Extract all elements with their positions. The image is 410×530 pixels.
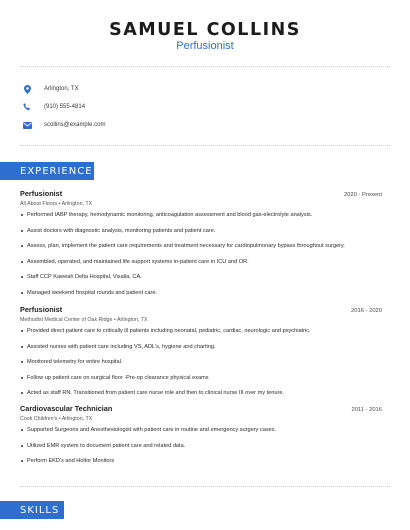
bullet-item: Performed IABP therapy, hemodynamic monitoring, anticoagulation assessment and blood gas-electrolyte analysis. [20,210,382,226]
bullet-item: Monitored telemetry for entire hospital. [20,357,382,373]
bullet-item: Assembled, operated, and maintained life support systems in-patient care in ICU and OR. [20,257,382,273]
job-dates: 2016 - 2020 [351,308,382,314]
job-employer-line: Cook Children's • Arlington, TX [20,416,93,422]
job-bullets [20,210,382,303]
job-entry [20,189,382,303]
divider [20,145,390,146]
job-employer-line: Methodist Medical Center of Oak Ridge • Arlington, TX [20,317,148,323]
bullet-item: Utilized EMR system to document patient care and related data. [20,441,382,457]
phone-icon [22,102,32,112]
job-bullets [20,425,382,472]
job-entry [20,404,382,472]
experience-section-heading: EXPERIENCE [0,162,94,180]
location-text: Arlington, TX [44,86,79,92]
bullet-item: Supported Surgeons and Anesthesiologist with patient care in routine and emergency surgery cases. [20,425,382,441]
bullet-item: Assisted nurses with patient care including VS, ADL's, hygiene and charting. [20,342,382,358]
email-icon [22,120,32,130]
contact-phone [20,100,320,114]
email-text: scollins@example.com [44,122,106,128]
job-location: Arlington, TX [116,317,148,323]
job-employer-line: All About Floors • Arlington, TX [20,201,93,207]
job-location: Arlington, TX [61,201,93,207]
divider [20,486,390,487]
job-bullets [20,326,382,404]
contact-location [20,82,320,96]
bullet-item: Acted as staff RN. Transitioned from patient care nurse role and then to clinical nurse III over my tenure. [20,388,382,404]
skills-section-heading: SKILLS [0,501,64,519]
bullet-item: Provided direct patient care to critically ill patients including neonatal, pediatric, cardiac, neurologic and psychiatric. [20,326,382,342]
contact-email [20,118,320,132]
employer: Cook Children's [20,416,58,422]
employer: Methodist Medical Center of Oak Ridge [20,317,113,323]
job-dates: 2011 - 2016 [351,407,382,413]
candidate-name: SAMUEL COLLINS [109,20,301,40]
phone-text: (910) 555-4814 [44,104,86,110]
bullet-item: Staff CCP Kaweah Delta Hospital, Visalia, CA. [20,272,382,288]
divider [20,66,390,67]
job-title-heading: Perfusionist [176,40,234,52]
location-pin-icon [22,84,32,94]
job-entry [20,305,382,404]
employer: All About Floors [20,201,58,207]
job-title: Perfusionist [20,305,63,314]
job-title: Cardiovascular Technician [20,404,113,413]
bullet-item: Managed weekend hospital rounds and patient care. [20,288,382,304]
bullet-item: Assist doctors with diagnostic analysis, monitoring patients and patient care. [20,226,382,242]
job-title: Perfusionist [20,189,63,198]
bullet-item: Follow up patient care on surgical floor -Pre-op clearance physical exams [20,373,382,389]
bullet-item: Perform EKD's and Holtor Monitors [20,456,382,472]
job-dates: 2020 - Present [343,192,382,198]
job-location: Arlington, TX [61,416,93,422]
bullet-item: Assess, plan, implement the patient care requirements and treatment necessary for cardiopulmonary bypass throughout surgery. [20,241,382,257]
